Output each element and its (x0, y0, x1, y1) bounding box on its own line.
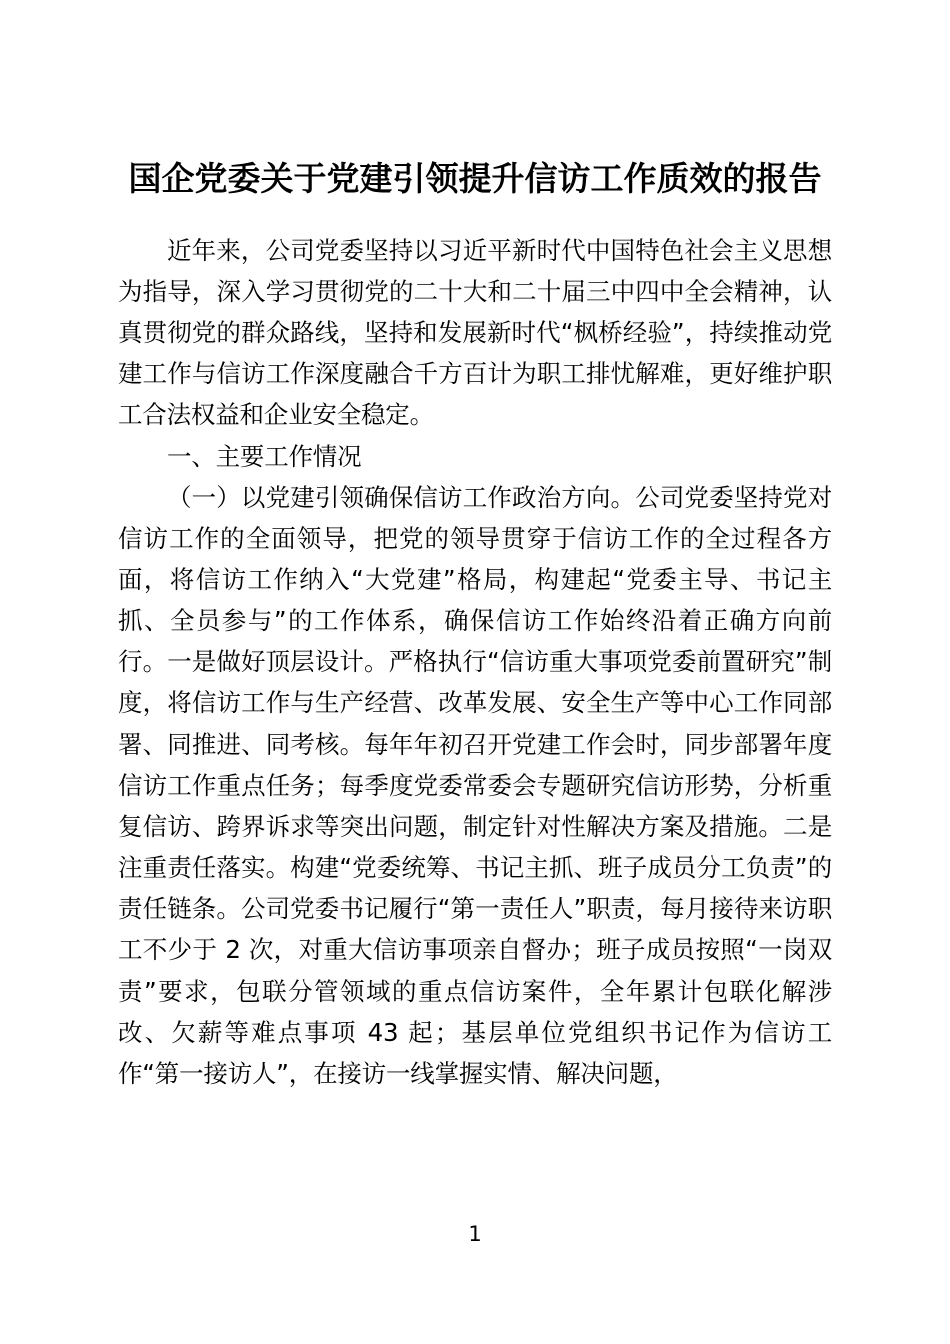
page-title: 国企党委关于党建引领提升信访工作质效的报告 (128, 159, 822, 198)
section-heading-one: 一、主要工作情况 (167, 441, 362, 471)
subsection-one-body: （一）以党建引领确保信访工作政治方向。公司党委坚持党对信访工作的全面领导，把党的领导贯穿于信访工作的全过程各方面，将信访工作纳入“大党建”格局，构建起“党委主导、书记主抓、全员参与”的工作体系，确保信访工作始终沿着正确方向前行。一是做好顶层设计。严格执行“信访重大事项党委前置研究”制度，将信访工作与生产经营、改革发展、安全生产等中心工作同部署、同推进、同考核。每年年初召开党建工作会时，同步部署年度信访工作重点任务；每季度党委常委会专题研究信访形势，分析重复信访、跨界诉求等突出问题，制定针对性解决方案及措施。二是注重责任落实。构建“党委统筹、书记主抓、班子成员分工负责”的责任链条。公司党委书记履行“第一责任人”职责，每月接待来访职工不少于 2 次，对重大信访事项亲自督办；班子成员按照“一岗双责”要求，包联分管领域的重点信访案件，全年累计包联化解涉改、欠薪等难点事项 43 起；基层单位党组织书记作为信访工作“第一接访人”，在接访一线掌握实情、解决问题， (118, 482, 832, 1088)
paragraph-intro: 近年来，公司党委坚持以习近平新时代中国特色社会主义思想为指导，深入学习贯彻党的二十大和二十届三中四中全会精神，认真贯彻党的群众路线，坚持和发展新时代“枫桥经验”，持续推动党建工作与信访工作深度融合千方百计为职工排忧解难，更好维护职工合法权益和企业安全稳定。 (118, 235, 832, 430)
page-number: 1 (468, 1222, 482, 1246)
